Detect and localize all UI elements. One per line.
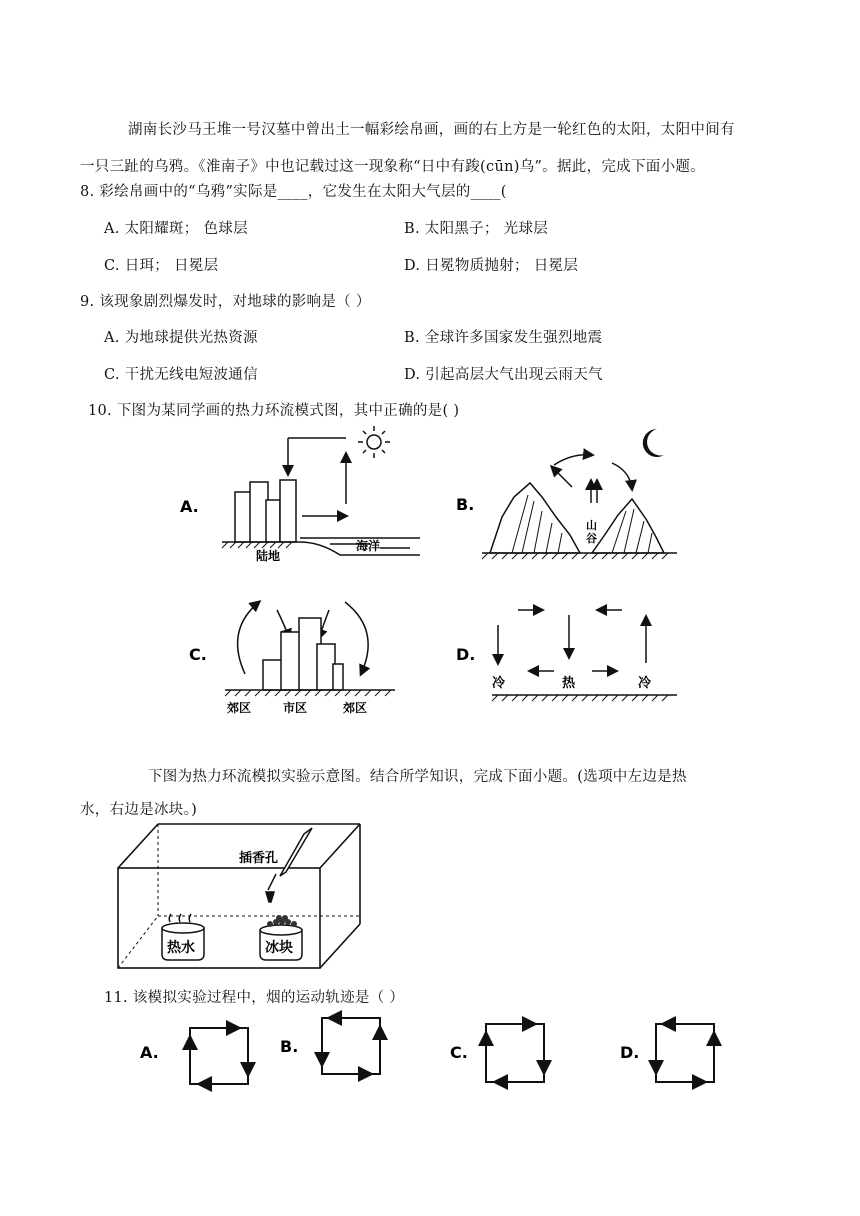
q10-c-label-right: 郊区 (343, 701, 368, 715)
q11-option-a[interactable] (140, 1028, 248, 1084)
q10-d-option-label: D. (456, 645, 476, 664)
q8-option-a[interactable]: A. 太阳耀斑； 色球层 (104, 221, 248, 237)
q11-option-a-label: A. (140, 1043, 159, 1062)
q11-option-b[interactable] (280, 1018, 380, 1074)
hot-water-label: 热水 (167, 940, 195, 956)
incense-hole-label: 插香孔 (239, 851, 279, 866)
q9-option-d[interactable]: D. 引起高层大气出现云雨天气 (404, 367, 603, 383)
q10-d-label-cold-1: 冷 (492, 676, 506, 691)
q10-figure-d[interactable] (452, 595, 682, 715)
q9-option-a[interactable]: A. 为地球提供光热资源 (104, 330, 258, 346)
q9-option-c[interactable]: C. 干扰无线电短波通信 (104, 367, 258, 383)
experiment-box-figure (108, 818, 368, 978)
q11-option-c-label: C. (450, 1043, 468, 1062)
q9-stem: 9. 该现象剧烈爆发时，对地球的影响是（ ） (80, 294, 371, 310)
q10-stem: 10. 下图为某同学画的热力环流模式图，其中正确的是( ) (88, 403, 460, 419)
q8-option-c[interactable]: C. 日珥； 日冕层 (104, 258, 219, 274)
q10-c-option-label: C. (189, 645, 207, 664)
q11-option-b-label: B. (280, 1037, 299, 1056)
q8-option-b[interactable]: B. 太阳黑子； 光球层 (404, 221, 549, 237)
intro1-line2: 一只三趾的乌鸦。《淮南子》中也记载过这一现象称“日中有踆(cūn)乌”。据此，完成下面小题。 (80, 159, 705, 175)
q10-b-option-label: B. (456, 495, 475, 514)
q10-a-sea-label: 海洋 (356, 539, 381, 553)
intro1-line1: 湖南长沙马王堆一号汉墓中曾出土一幅彩绘帛画，画的右上方是一轮红色的太阳，太阳中间有 (128, 122, 735, 138)
intro2-line1: 下图为热力环流模拟实验示意图。结合所学知识，完成下面小题。(选项中左边是热 (148, 769, 687, 785)
q11-options (130, 1012, 730, 1092)
q10-a-land-label: 陆地 (256, 549, 281, 563)
sun-icon (358, 426, 390, 458)
q10-c-label-center: 市区 (283, 701, 308, 715)
ice-label: 冰块 (265, 940, 293, 956)
q11-stem: 11. 该模拟实验过程中，烟的运动轨迹是（ ） (104, 990, 405, 1006)
city-buildings (263, 618, 343, 690)
q10-b-valley-label-1: 山 (586, 519, 597, 532)
incense-smoke-icon (266, 874, 276, 902)
q8-stem: 8. 彩绘帛画中的“乌鸦”实际是____，它发生在太阳大气层的____( (80, 184, 507, 200)
q11-option-c[interactable] (450, 1024, 544, 1082)
q10-d-label-hot: 热 (562, 676, 576, 691)
q10-figure-b[interactable] (452, 425, 682, 570)
intro2-line2: 水，右边是冰块。) (80, 802, 198, 818)
q10-c-label-left: 郊区 (227, 701, 252, 715)
moon-icon (643, 429, 664, 457)
q11-option-d[interactable] (620, 1024, 714, 1082)
q10-figure-a[interactable] (170, 420, 430, 570)
q10-d-label-cold-2: 冷 (638, 676, 652, 691)
q8-option-d[interactable]: D. 日冕物质抛射； 日冕层 (404, 258, 579, 274)
q10-a-option-label: A. (180, 497, 199, 516)
buildings (235, 480, 296, 542)
q10-figure-c[interactable] (185, 590, 405, 720)
q11-option-d-label: D. (620, 1043, 640, 1062)
q10-b-valley-label-2: 谷 (586, 532, 597, 545)
q9-option-b[interactable]: B. 全球许多国家发生强烈地震 (404, 330, 603, 346)
